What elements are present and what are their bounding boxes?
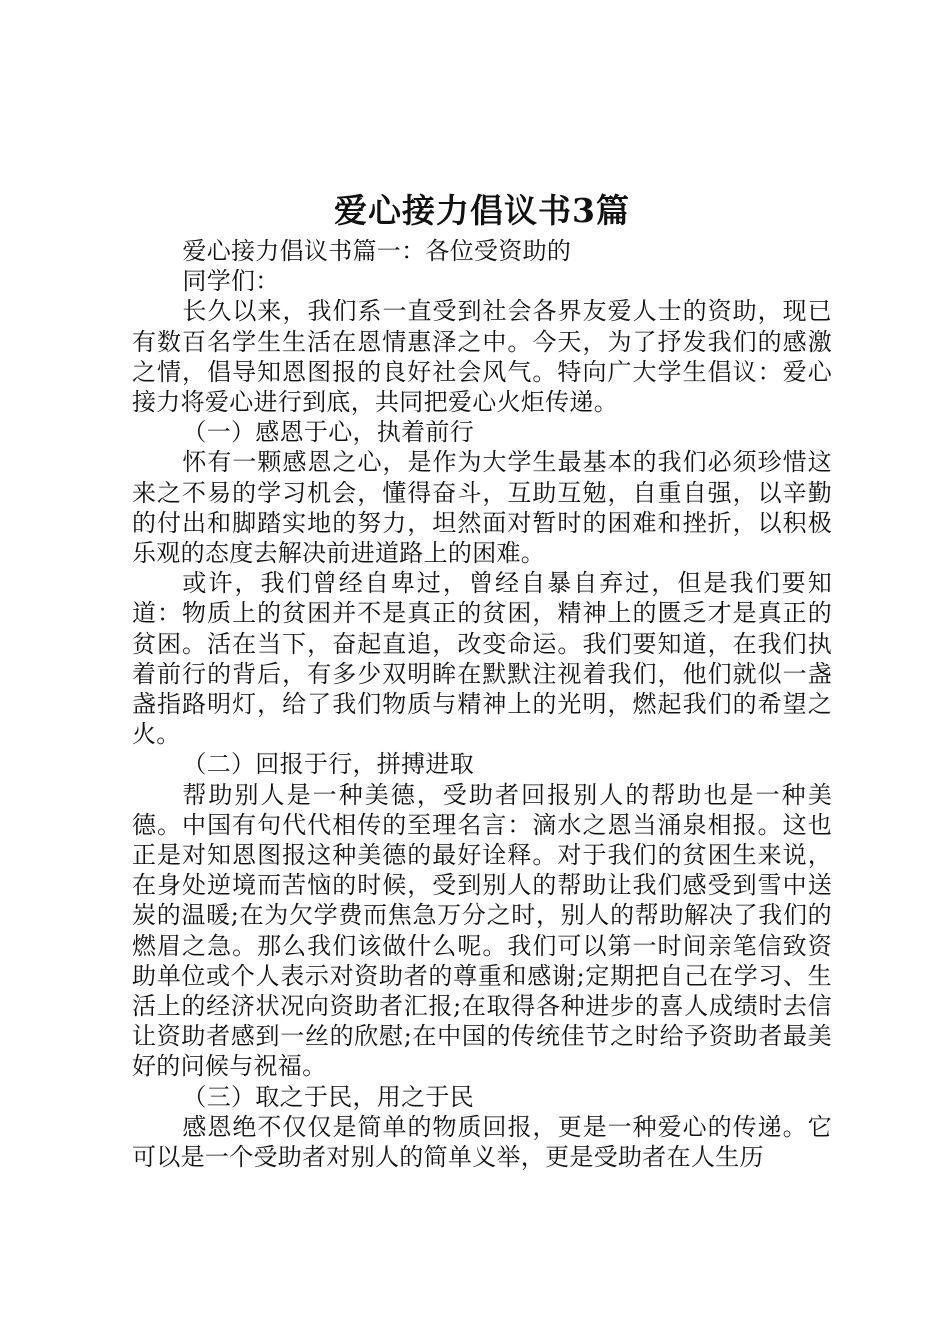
document-page <box>132 188 832 1172</box>
section-heading-2: （二）回报于行，拼搏进取 <box>182 750 474 779</box>
paragraph-body: 感恩绝不仅仅是简单的物质回报，更是一种爱心的传递。它可以是一个受助者对别人的简单义举，更是受助者在人生历 <box>132 1112 832 1172</box>
paragraph-body: 或许，我们曾经自卑过，曾经自暴自弃过，但是我们要知道：物质上的贫困并不是真正的贫困，精神上的匮乏才是真正的贫困。活在当下，奋起直追，改变命运。我们要知道，在我们执着前行的背后，有多少双明眸在默默注视着我们，他们就似一盏盏指路明灯，给了我们物质与精神上的光明，燃起我们的希望之火。 <box>132 569 832 749</box>
section-heading-1: （一）感恩于心，执着前行 <box>182 418 474 447</box>
document-title: 爱心接力倡议书3篇 <box>334 191 630 230</box>
paragraph-body: 帮助别人是一种美德，受助者回报别人的帮助也是一种美德。中国有句代代相传的至理名言：滴水之恩当涌泉相报。这也正是对知恩图报这种美德的最好诠释。对于我们的贫困生来说，在身处逆境而苦恼的时候，受到别人的帮助让我们感受到雪中送炭的温暖;在为欠学费而焦急万分之时，别人的帮助解决了我们的燃眉之急。那么我们该做什么呢。我们可以第一时间亲笔信致资助单位或个人表示对资助者的尊重和感谢;定期把自己在学习、生活上的经济状况向资助者汇报;在取得各种进步的喜人成绩时去信让资助者感到一丝的欣慰;在中国的传统佳节之时给予资助者最美好的问候与祝福。 <box>132 780 832 1081</box>
paragraph-salutation: 同学们： <box>182 267 280 296</box>
section-heading-3: （三）取之于民，用之于民 <box>182 1082 474 1111</box>
paragraph-body: 长久以来，我们系一直受到社会各界友爱人士的资助，现已有数百名学生生活在恩情惠泽之中。今天，为了抒发我们的感激之情，倡导知恩图报的良好社会风气。特向广大学生倡议：爱心接力将爱心进行到底，共同把爱心火炬传递。 <box>132 297 832 417</box>
paragraph-intro: 爱心接力倡议书篇一：各位受资助的 <box>182 237 572 265</box>
paragraph-body: 怀有一颗感恩之心，是作为大学生最基本的我们必须珍惜这来之不易的学习机会，懂得奋斗，互助互勉，自重自强，以辛勤的付出和脚踏实地的努力，坦然面对暂时的困难和挫折，以积极乐观的态度去解决前进道路上的困难。 <box>132 448 832 568</box>
